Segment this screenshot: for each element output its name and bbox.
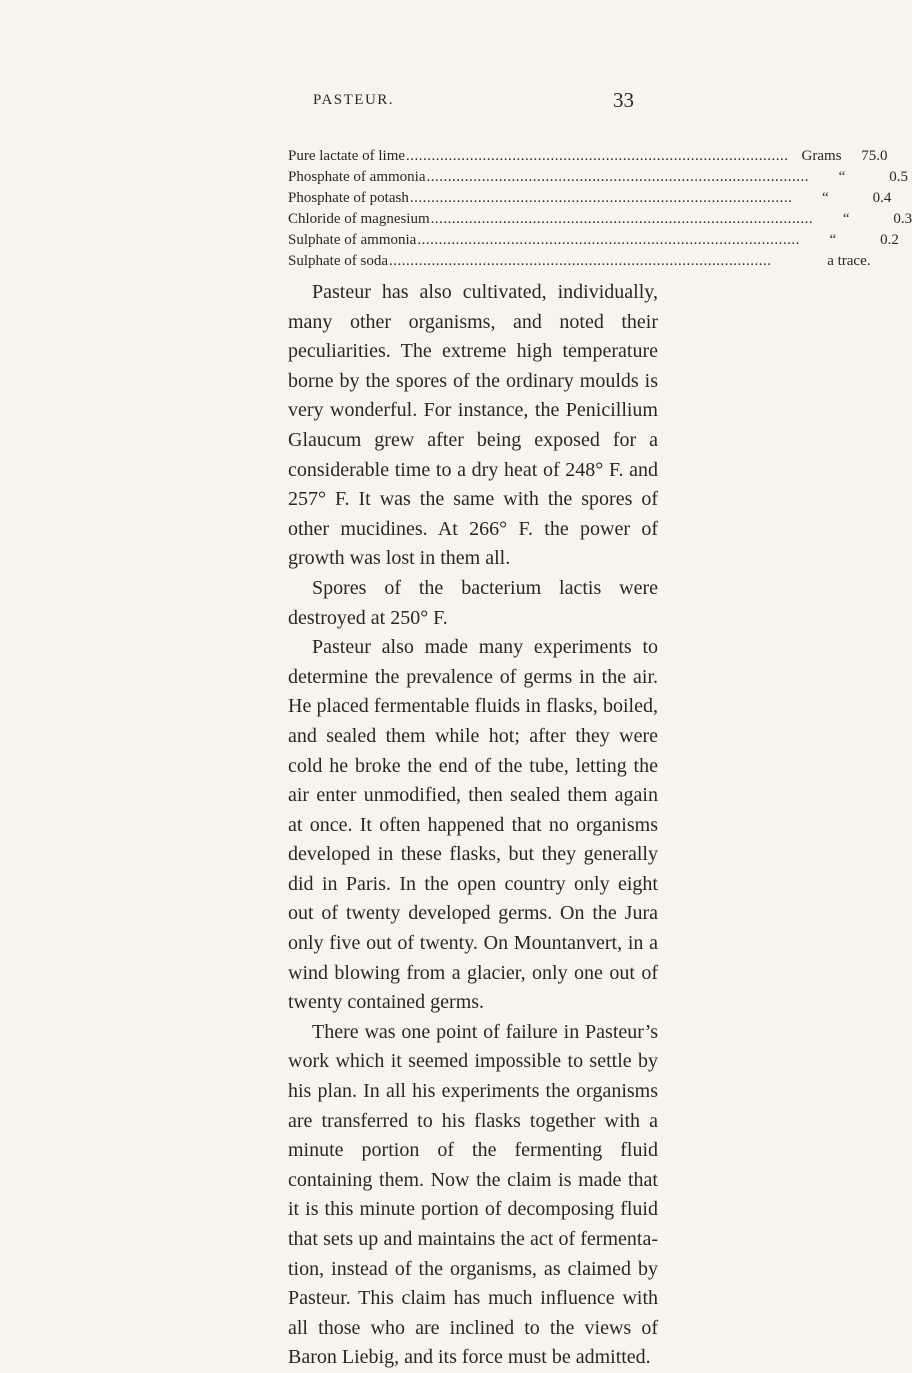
composition-row bbox=[288, 230, 899, 251]
ingredient-amount: 0.5 bbox=[889, 169, 908, 185]
ingredient-name: Sulphate of ammonia bbox=[288, 232, 417, 248]
dot-leader: .......................................................................................... bbox=[388, 253, 772, 269]
dot-leader: .......................................................................................... bbox=[406, 148, 789, 164]
ingredient-amount: 0.3 bbox=[893, 211, 912, 227]
ingredient-name: Pure lactate of lime bbox=[288, 148, 406, 164]
paragraph: Pasteur also made many experiments to determine the prevalence of germs in the air. He placed fermentable fluids in flasks, boiled, and sealed them while hot; after they were cold he broke the end of the tube, letting the air enter unmodified, then sealed them again at once. It often happened that no organisms developed in these flasks, but they generally did in Paris. In the open country only eight out of twenty developed germs. On the Jura only five out of twenty. On Mountanvert, in a wind blowing from a glacier, only one out of twenty contained germs. bbox=[288, 636, 658, 1014]
composition-row bbox=[288, 146, 888, 167]
dot-leader: .......................................................................................... bbox=[417, 232, 800, 248]
paragraph: There was one point of failure in Pasteur’s work which it seemed impossible to settle by his plan. In all his experiments the organisms are transferred to his flasks together with a minute portion of the fermenting fluid containing them. Now the claim is made that it is this minute portion of decomposing fluid that sets up and maintains the act of fermentation, instead of the organisms, as claimed by Pasteur. This claim has much influence with all those who are inclined to the views of Baron Liebig, and its force must be admitted. bbox=[288, 1020, 658, 1369]
running-title: PASTEUR. bbox=[313, 92, 395, 108]
ingredient-amount: 75.0 bbox=[861, 148, 888, 164]
dot-leader: .......................................................................................... bbox=[426, 169, 809, 185]
ingredient-unit: “ bbox=[842, 211, 850, 227]
ingredient-amount: 0.4 bbox=[872, 190, 892, 206]
composition-row bbox=[288, 167, 908, 188]
ingredient-amount: 0.2 bbox=[880, 232, 899, 248]
ingredient-name: Sulphate of soda bbox=[288, 253, 388, 269]
ingredient-unit: “ bbox=[821, 190, 829, 206]
composition-row bbox=[288, 251, 871, 272]
page-number: 33 bbox=[613, 88, 634, 112]
ingredient-name: Phosphate of ammonia bbox=[288, 169, 426, 185]
paragraph: Pasteur has also cultivated, individually, many other organisms, and noted their peculiarities. The extreme high temperature borne by the spores of the ordinary moulds is very wonderful. For instance, the Penicillium Glaucum grew after being exposed for a considerable time to a dry heat of 248° F. and 257° F. It was the same with the spores of other mucidines. At 266° F. the power of growth was lost in them all. bbox=[288, 281, 658, 570]
ingredient-name: Phosphate of potash bbox=[288, 190, 409, 206]
dot-leader: .......................................................................................... bbox=[430, 211, 814, 227]
ingredient-unit: “ bbox=[838, 169, 846, 185]
paragraph: Spores of the bacterium lactis were destroyed at 250° F. bbox=[288, 576, 658, 629]
body-text bbox=[288, 278, 658, 1373]
ingredient-unit: “ bbox=[829, 232, 837, 248]
dot-leader: .......................................................................................... bbox=[409, 190, 793, 206]
composition-row bbox=[288, 188, 892, 209]
ingredient-amount: a trace. bbox=[827, 253, 871, 269]
running-head bbox=[0, 88, 800, 116]
ingredient-name: Chloride of magnesium bbox=[288, 211, 430, 227]
composition-row bbox=[288, 209, 912, 230]
composition-list bbox=[288, 146, 912, 272]
ingredient-unit: Grams bbox=[801, 148, 842, 164]
